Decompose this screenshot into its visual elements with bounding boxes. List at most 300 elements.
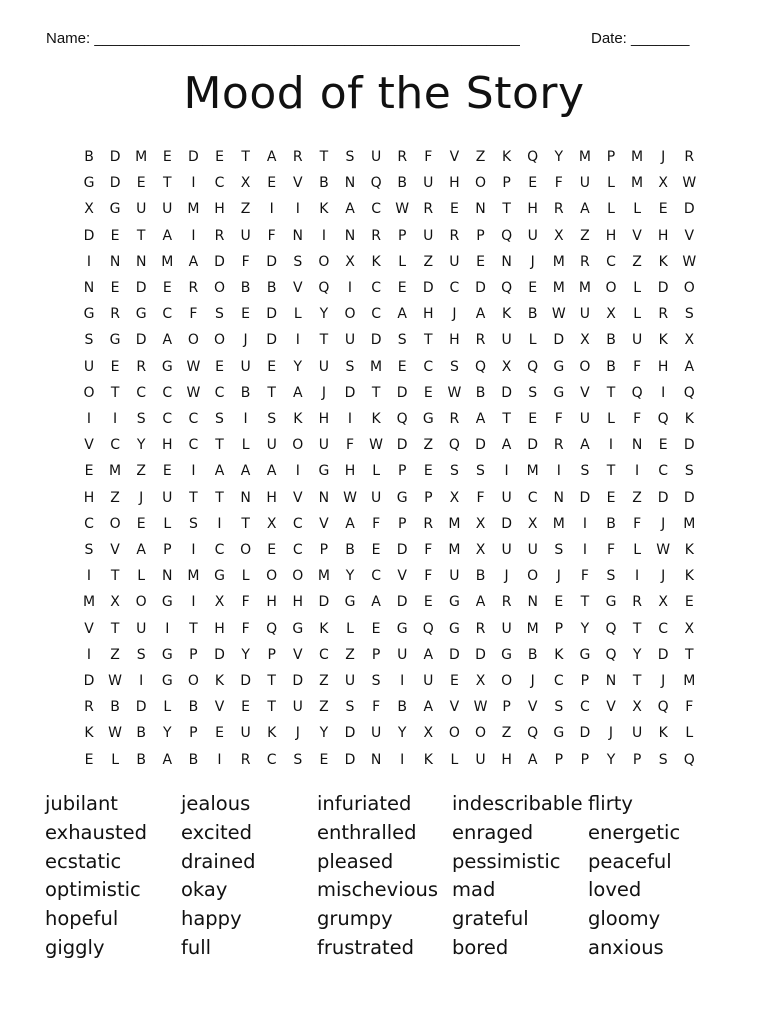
grid-letter: D [579,725,591,742]
grid-letter: X [527,515,538,532]
grid-letter: M [683,673,696,689]
word-item: loved [588,878,642,902]
word-item: happy [181,907,242,931]
grid-letter: E [215,358,224,375]
grid-letter: T [319,149,329,165]
grid-letter: I [347,280,353,296]
grid-letter: R [423,515,434,532]
grid-letter: G [109,332,121,349]
grid-letter: G [161,594,173,611]
grid-letter: K [319,620,329,637]
grid-letter: I [139,673,144,689]
grid-letter: T [110,568,120,585]
grid-letter: C [188,411,199,427]
grid-letter: C [136,384,147,401]
grid-letter: M [82,594,96,611]
grid-letter: X [345,253,355,270]
grid-letter: U [266,437,277,454]
grid-letter: N [292,227,304,244]
grid-letter: A [188,253,199,270]
grid-letter: B [397,175,407,192]
grid-letter: D [657,646,669,663]
grid-letter: G [83,175,95,192]
grid-letter: C [162,411,173,427]
grid-letter: Y [241,646,250,663]
grid-letter: S [84,332,94,349]
word-item: optimistic [45,878,141,902]
grid-letter: K [319,201,329,218]
grid-letter: Y [554,149,564,165]
grid-letter: M [526,463,539,480]
grid-letter: G [579,646,591,663]
grid-letter: D [683,437,695,454]
grid-letter: E [371,620,381,637]
grid-letter: D [501,384,512,401]
grid-letter: R [580,253,590,270]
grid-letter: T [267,673,276,689]
grid-letter: D [266,332,278,349]
grid-letter: R [188,280,199,296]
grid-letter: E [684,594,694,611]
grid-letter: S [371,673,381,689]
grid-letter: D [135,699,147,716]
grid-letter: W [473,699,488,716]
grid-letter: D [135,332,147,349]
grid-letter: C [606,253,616,270]
grid-letter: X [580,332,590,349]
grid-letter: P [189,646,198,663]
grid-letter: B [606,332,616,349]
grid-letter: E [606,489,616,506]
grid-letter: Z [319,699,329,716]
grid-letter: N [605,673,617,689]
grid-letter: K [267,725,277,742]
grid-row [76,301,696,327]
grid-letter: X [658,594,668,611]
grid-letter: S [684,463,694,480]
grid-letter: A [501,437,512,454]
grid-letter: Q [631,384,643,401]
grid-letter: S [293,253,303,270]
grid-letter: X [501,358,512,375]
grid-letter: D [83,227,95,244]
grid-letter: P [476,227,485,244]
grid-letter: F [424,568,433,585]
grid-letter: S [397,332,407,349]
grid-letter: D [449,646,460,663]
grid-letter: N [475,201,486,218]
grid-letter: M [109,463,122,480]
grid-letter: P [632,751,642,768]
grid-letter: Y [293,358,303,375]
grid-letter: D [579,489,591,506]
word-item: infuriated [317,792,412,815]
grid-letter: V [293,175,303,192]
grid-letter: C [292,542,303,558]
grid-letter: Z [632,489,642,506]
grid-letter: Q [318,280,330,296]
grid-letter: I [504,463,509,480]
grid-letter: W [186,384,201,401]
grid-letter: O [213,332,226,349]
grid-letter: Z [110,646,120,663]
grid-letter: E [162,280,172,296]
grid-letter: F [241,253,250,270]
grid-letter: M [370,358,383,375]
grid-letter: V [606,699,616,716]
word-item: jubilant [45,792,118,815]
grid-letter: A [475,411,486,427]
grid-letter: F [633,411,642,427]
grid-letter: J [661,515,666,532]
grid-letter: G [448,594,460,611]
grid-letter: Z [580,227,590,244]
grid-letter: P [397,515,407,532]
grid-letter: Q [683,384,695,401]
grid-letter: U [162,489,173,506]
grid-letter: Y [163,725,172,742]
grid-row [76,747,696,773]
grid-letter: I [400,673,405,689]
grid-letter: C [580,699,590,716]
grid-letter: U [423,175,434,192]
grid-letter: U [423,227,434,244]
grid-letter: E [241,306,251,323]
grid-letter: S [215,411,224,427]
grid-letter: U [318,437,330,454]
grid-letter: D [214,646,225,663]
grid-letter: E [110,358,120,375]
grid-letter: T [189,489,198,506]
grid-letter: Y [319,306,329,323]
grid-letter: S [215,306,224,323]
grid-letter: Q [683,751,695,768]
grid-letter: Q [501,227,513,244]
grid-letter: W [656,542,671,558]
grid-letter: N [631,437,643,454]
grid-letter: U [370,725,382,742]
grid-row [76,432,696,458]
grid-letter: M [317,568,330,585]
grid-letter: I [217,515,222,532]
grid-letter: U [240,725,251,742]
grid-letter: U [370,489,382,506]
grid-letter: D [657,489,669,506]
grid-letter: W [395,201,410,218]
grid-letter: R [240,751,251,768]
grid-letter: B [266,280,277,296]
grid-letter: V [632,227,642,244]
word-column [588,790,724,963]
grid-letter: B [606,515,616,532]
grid-letter: E [319,751,329,768]
grid-letter: X [475,673,486,689]
grid-letter: D [475,646,486,663]
grid-letter: I [295,332,300,349]
grid-letter: V [293,489,303,506]
grid-letter: P [397,227,407,244]
grid-letter: N [370,751,382,768]
grid-letter: Q [527,358,539,375]
grid-letter: L [241,437,250,454]
grid-letter: Q [266,620,278,637]
grid-letter: E [397,358,407,375]
grid-letter: G [501,646,513,663]
word-column [317,790,453,963]
grid-letter: U [527,227,538,244]
grid-letter: R [136,358,147,375]
grid-letter: A [266,149,277,165]
grid-letter: R [553,437,564,454]
grid-letter: L [633,280,641,296]
word-item: excited [181,820,253,844]
grid-letter: H [423,306,434,323]
grid-letter: D [188,149,199,165]
grid-letter: N [527,594,538,611]
grid-letter: V [293,280,303,296]
grid-letter: R [449,227,460,244]
grid-letter: M [578,280,591,296]
grid-letter: H [344,463,356,480]
grid-letter: F [372,515,381,532]
word-item: peaceful [588,849,672,873]
grid-letter: U [631,332,643,349]
grid-letter: D [501,515,512,532]
grid-letter: U [501,620,512,637]
grid-letter: U [501,332,512,349]
grid-letter: R [684,149,695,165]
word-item: grumpy [317,907,393,931]
grid-letter: X [475,542,486,558]
grid-letter: R [84,699,94,716]
grid-letter: M [552,253,565,270]
grid-letter: M [552,515,565,532]
grid-letter: D [475,437,486,454]
grid-letter: P [580,751,590,768]
grid-letter: L [607,411,615,427]
grid-letter: V [319,515,329,532]
grid-letter: L [607,201,615,218]
grid-letter: B [345,542,355,558]
word-bank [45,790,725,970]
word-item: full [181,935,212,959]
grid-letter: O [474,175,487,192]
grid-letter: H [449,175,460,192]
grid-letter: U [83,358,95,375]
grid-letter: G [396,489,408,506]
grid-letter: U [344,673,356,689]
grid-letter: A [684,358,695,375]
grid-letter: E [371,542,381,558]
grid-letter: Q [474,358,487,375]
grid-letter: C [371,280,381,296]
grid-letter: I [556,463,561,480]
grid-letter: N [318,489,330,506]
grid-letter: I [191,175,196,192]
grid-letter: E [84,463,94,480]
grid-letter: J [608,725,614,742]
grid-row [76,537,696,563]
grid-letter: O [474,725,487,742]
grid-letter: M [187,201,200,218]
grid-letter: I [243,411,248,427]
grid-letter: D [475,280,486,296]
grid-letter: X [423,725,434,742]
grid-letter: X [214,594,225,611]
grid-letter: V [84,620,94,637]
grid-letter: I [400,751,405,768]
grid-letter: R [475,332,486,349]
grid-letter: A [136,542,146,558]
grid-letter: H [214,620,225,637]
grid-letter: S [449,463,459,480]
grid-letter: J [321,384,326,401]
grid-row [76,223,696,249]
grid-letter: X [240,175,251,192]
grid-letter: K [214,673,225,689]
word-item: giggly [45,935,105,959]
grid-letter: G [422,411,434,427]
grid-letter: L [398,253,407,270]
grid-letter: X [84,201,94,218]
grid-letter: B [527,646,538,663]
grid-letter: U [449,253,460,270]
grid-letter: A [162,227,173,244]
grid-letter: C [658,463,669,480]
grid-letter: E [397,280,407,296]
grid-letter: D [109,149,121,165]
grid-letter: A [475,306,486,323]
grid-letter: D [683,489,695,506]
grid-letter: L [163,515,172,532]
grid-letter: J [139,489,144,506]
grid-letter: S [449,358,459,375]
grid-letter: L [346,620,354,637]
word-item: drained [181,849,256,873]
grid-letter: X [632,699,642,716]
grid-letter: N [109,253,121,270]
grid-letter: O [187,673,199,689]
word-item: enraged [452,820,534,844]
grid-letter: F [633,358,642,375]
grid-letter: C [449,280,460,296]
grid-letter: J [243,332,248,349]
grid-letter: O [683,280,695,296]
grid-row [76,406,696,432]
grid-letter: O [344,306,356,323]
grid-letter: R [658,306,669,323]
grid-letter: B [606,358,616,375]
grid-letter: I [347,411,353,427]
grid-letter: H [292,594,304,611]
grid-letter: W [551,306,566,323]
grid-letter: S [84,542,94,558]
grid-letter: S [606,568,616,585]
grid-letter: I [295,201,300,218]
grid-letter: C [371,201,381,218]
grid-row [76,170,696,196]
grid-letter: S [188,515,198,532]
grid-letter: T [632,673,642,689]
grid-letter: E [423,594,433,611]
word-item: enthralled [317,820,417,844]
grid-letter: M [448,515,461,532]
grid-letter: W [447,384,462,401]
grid-letter: H [605,227,617,244]
grid-letter: L [450,751,459,768]
grid-letter: A [580,201,590,218]
grid-letter: B [475,568,486,585]
grid-letter: T [580,594,590,611]
grid-letter: T [424,332,433,349]
grid-letter: U [579,411,591,427]
grid-letter: K [658,332,668,349]
word-item: pessimistic [452,849,561,873]
grid-letter: L [633,542,641,558]
grid-letter: W [108,725,123,742]
grid-letter: U [501,542,512,558]
grid-row [76,485,696,511]
grid-letter: C [553,673,564,689]
grid-letter: B [475,384,486,401]
grid-letter: B [527,306,538,323]
grid-letter: P [502,699,511,716]
grid-letter: F [424,542,433,558]
grid-letter: R [110,306,120,323]
word-item: exhausted [45,820,148,844]
grid-letter: A [580,437,590,454]
grid-letter: D [240,673,251,689]
grid-row [76,380,696,406]
grid-letter: V [449,149,460,165]
grid-letter: K [502,149,512,165]
grid-letter: T [685,646,694,663]
word-item: energetic [588,820,681,844]
grid-letter: L [372,463,380,480]
word-item: mischevious [317,878,439,902]
grid-letter: S [684,306,694,323]
grid-letter: O [135,594,147,611]
grid-letter: A [397,306,407,323]
grid-letter: F [554,175,563,192]
grid-letter: Z [240,201,251,218]
grid-letter: H [214,201,225,218]
grid-letter: D [83,673,95,689]
grid-letter: D [292,673,304,689]
grid-letter: J [530,253,535,270]
grid-letter: M [578,149,591,165]
grid-letter: Q [657,411,669,427]
grid-letter: B [84,149,94,165]
grid-letter: I [191,463,196,480]
grid-letter: O [501,673,513,689]
grid-letter: V [684,227,695,244]
word-item: okay [181,878,228,902]
grid-letter: F [424,149,433,165]
grid-letter: B [240,384,251,401]
grid-letter: F [476,489,485,506]
grid-letter: U [449,568,460,585]
grid-letter: D [683,201,695,218]
grid-letter: Z [423,437,434,454]
grid-letter: N [162,568,173,585]
grid-letter: G [161,646,173,663]
word-item: hopeful [45,907,119,931]
grid-letter: I [295,463,300,480]
grid-letter: E [136,515,146,532]
grid-letter: G [214,568,225,585]
grid-letter: S [476,463,485,480]
